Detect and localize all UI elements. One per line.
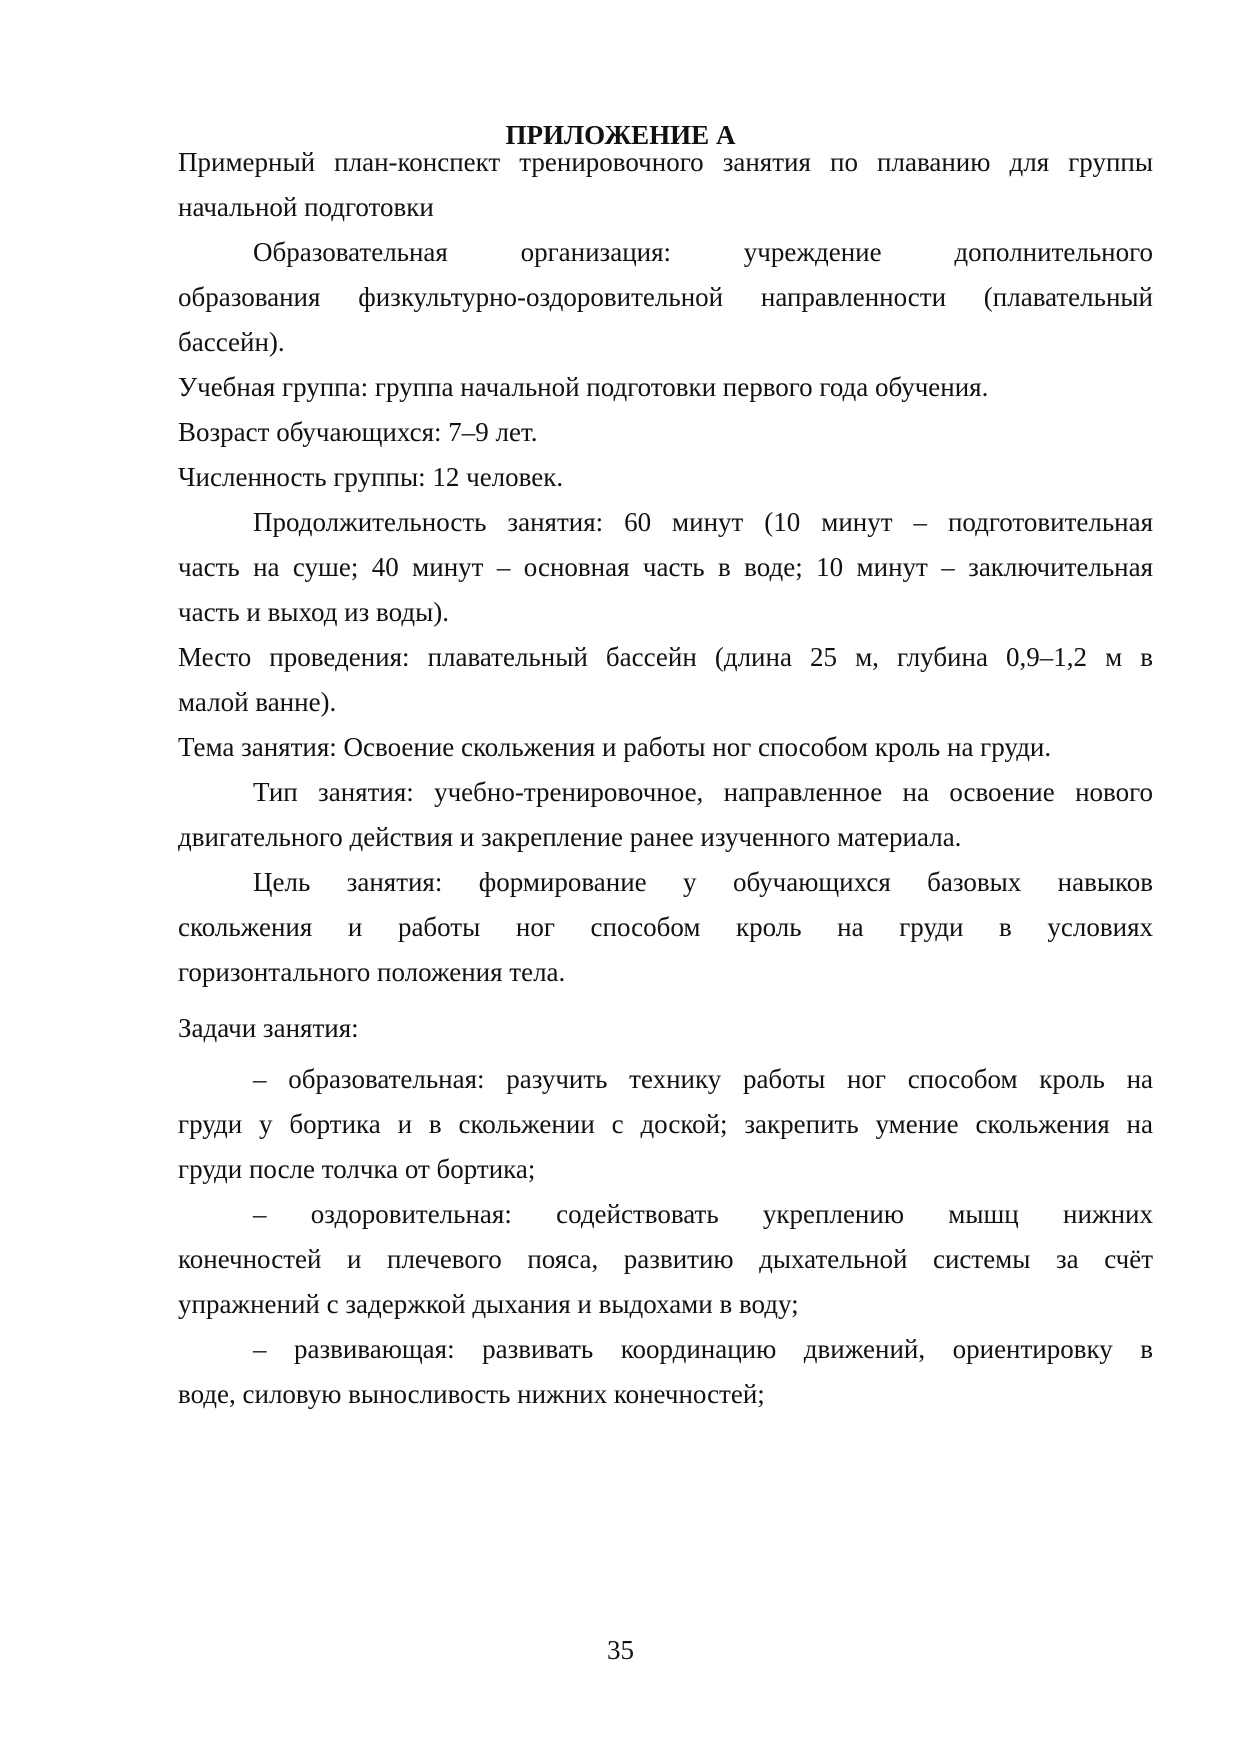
appendix-heading: ПРИЛОЖЕНИЕ А — [505, 120, 736, 150]
task-educational-line-2: груди у бортика и в скольжении с доской; закрепить умение скольжения на — [178, 1109, 1153, 1139]
group-size-line: Численность группы: 12 человек. — [178, 462, 564, 492]
age-line: Возраст обучающихся: 7–9 лет. — [178, 417, 538, 447]
organization-line-2: образования физкультурно-оздоровительной направленности (плавательный — [178, 282, 1153, 312]
tasks-heading: Задачи занятия: — [178, 1013, 359, 1043]
place-line-1: Место проведения: плавательный бассейн (длина 25 м, глубина 0,9–1,2 м в — [178, 642, 1153, 672]
duration-line-2: часть на суше; 40 минут – основная часть в воде; 10 минут – заключительная — [178, 552, 1153, 582]
task-health-line-1: – оздоровительная: содействовать укреплению мышц нижних — [253, 1199, 1153, 1229]
subtitle-line-2: начальной подготовки — [178, 192, 434, 222]
type-line-2: двигательного действия и закрепление ранее изученного материала. — [178, 822, 962, 852]
duration-line-1: Продолжительность занятия: 60 минут (10 минут – подготовительная — [253, 507, 1153, 537]
group-line: Учебная группа: группа начальной подготовки первого года обучения. — [178, 372, 989, 402]
task-educational-line-3: груди после толчка от бортика; — [178, 1154, 536, 1184]
subtitle-line-1: Примерный план-конспект тренировочного занятия по плаванию для группы — [178, 147, 1153, 177]
goal-line-1: Цель занятия: формирование у обучающихся базовых навыков — [253, 867, 1153, 897]
goal-line-2: скольжения и работы ног способом кроль на груди в условиях — [178, 912, 1153, 942]
organization-line-1: Образовательная организация: учреждение дополнительного — [253, 237, 1153, 267]
task-developing-line-2: воде, силовую выносливость нижних конечностей; — [178, 1379, 765, 1409]
task-health-line-2: конечностей и плечевого пояса, развитию дыхательной системы за счёт — [178, 1244, 1153, 1274]
task-developing-line-1: – развивающая: развивать координацию движений, ориентировку в — [253, 1334, 1153, 1364]
place-line-2: малой ванне). — [178, 687, 337, 717]
organization-line-3: бассейн). — [178, 327, 285, 357]
task-health-line-3: упражнений с задержкой дыхания и выдохами в воду; — [178, 1289, 799, 1319]
topic-line: Тема занятия: Освоение скольжения и работы ног способом кроль на груди. — [178, 732, 1052, 762]
task-educational-line-1: – образовательная: разучить технику работы ног способом кроль на — [253, 1064, 1153, 1094]
goal-line-3: горизонтального положения тела. — [178, 957, 566, 987]
page-number: 35 — [607, 1635, 634, 1665]
type-line-1: Тип занятия: учебно-тренировочное, направленное на освоение нового — [253, 777, 1153, 807]
duration-line-3: часть и выход из воды). — [178, 597, 449, 627]
